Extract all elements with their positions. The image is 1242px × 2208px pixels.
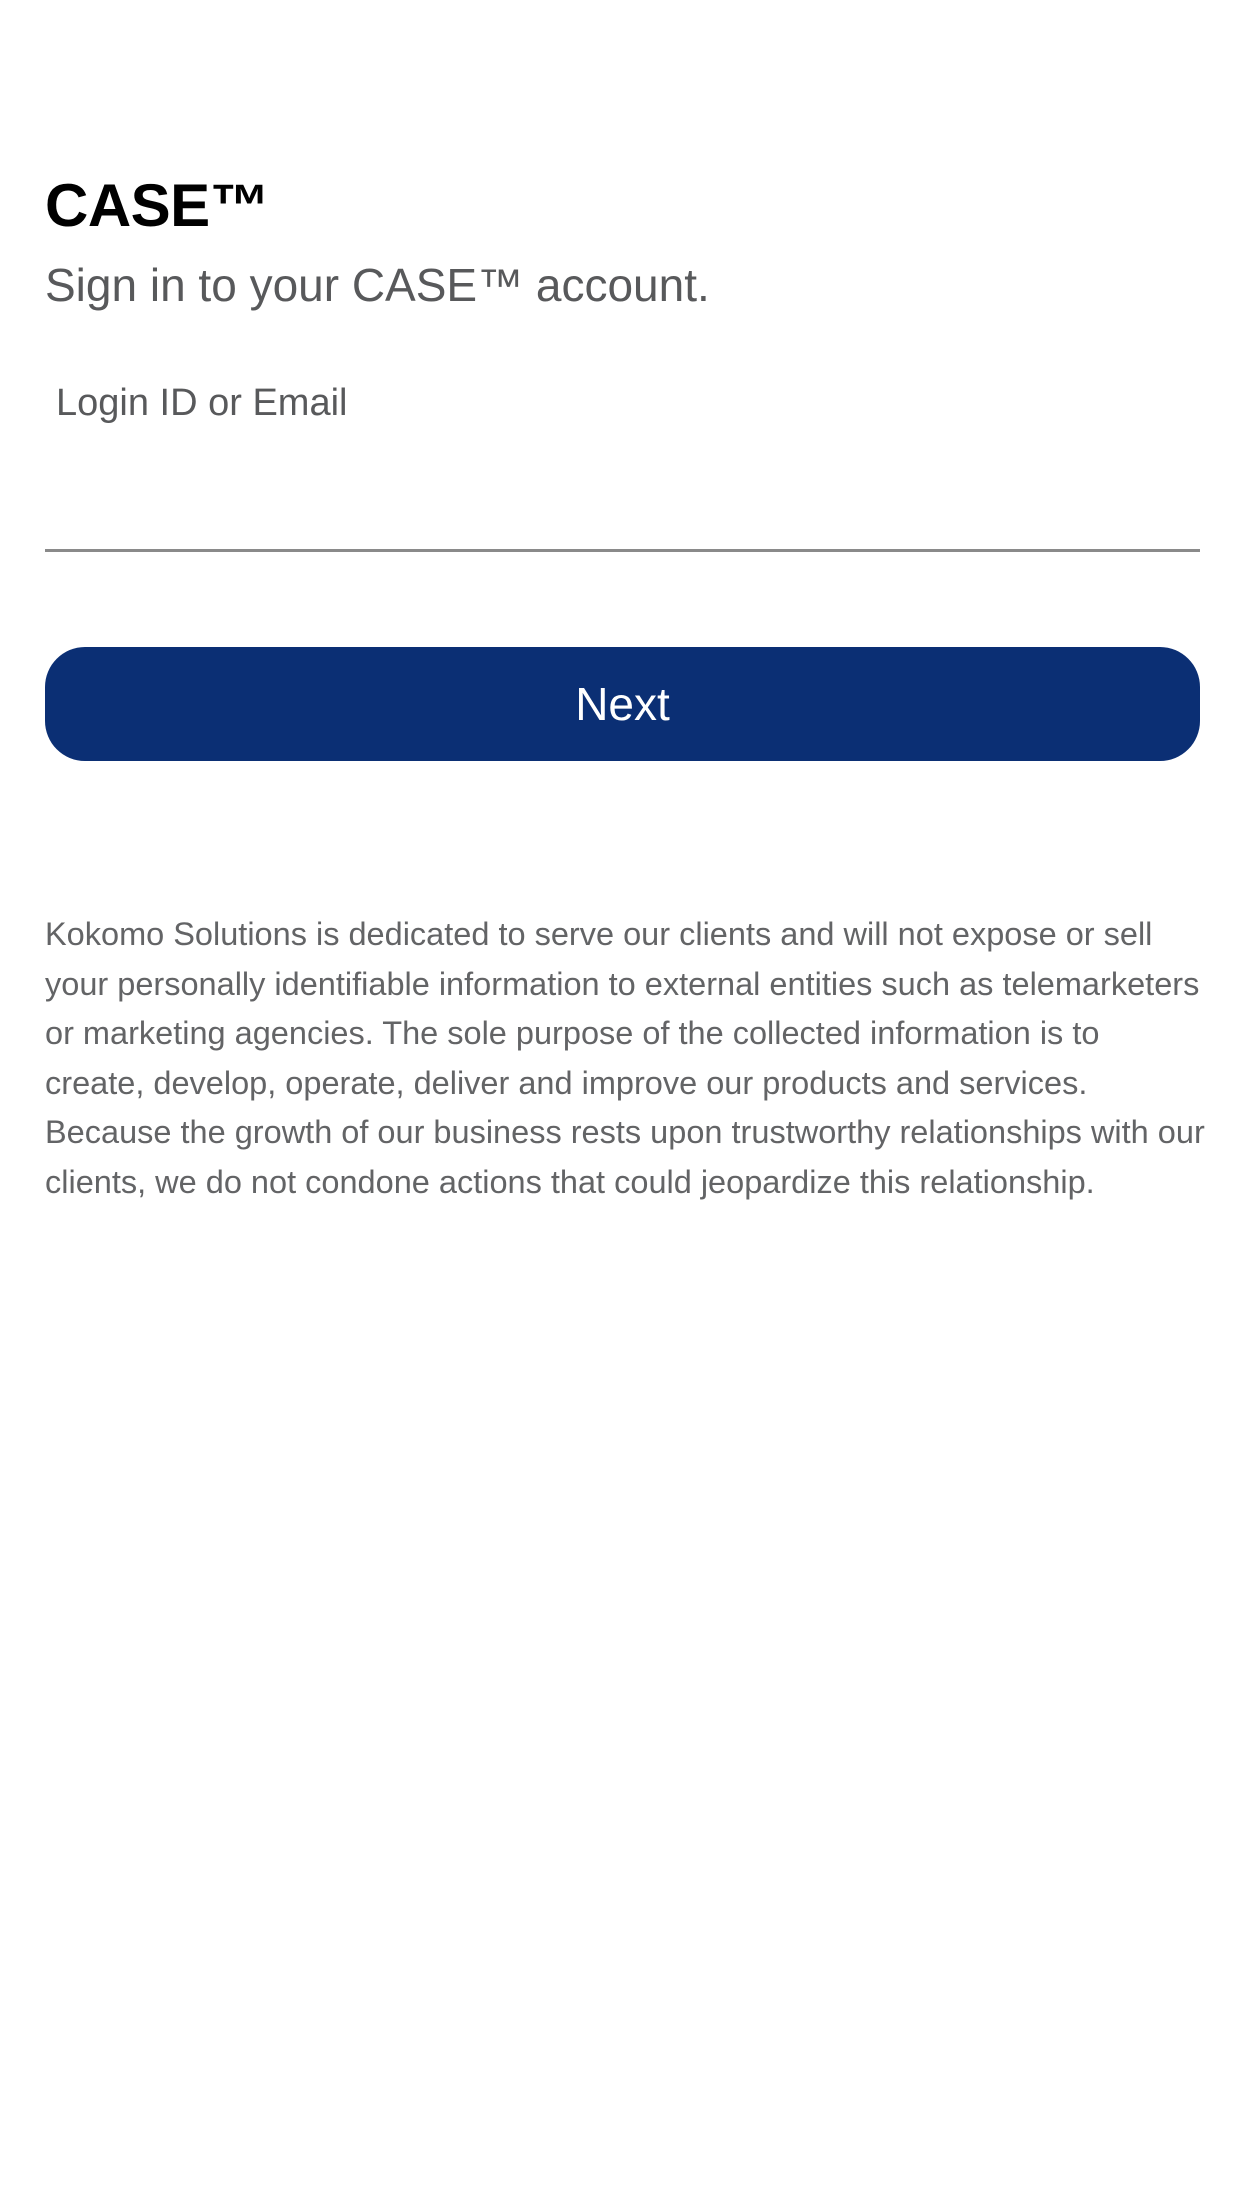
app-title: CASE™ xyxy=(45,172,270,239)
next-button[interactable]: Next xyxy=(45,647,1200,761)
privacy-disclaimer: Kokomo Solutions is dedicated to serve our clients and will not expose or sell your personally identifiable information to external entities such as telemarketers or marketing agencies. The sole purpose of the collected information is to create, develop, operate, deliver and improve our products and services. Because the growth of our business rests upon trustworthy relationships with our clients, we do not condone actions that could jeopardize this relationship. xyxy=(45,916,1205,1200)
login-id-input[interactable] xyxy=(45,460,1200,552)
login-id-label: Login ID or Email xyxy=(56,382,348,424)
sign-in-subtitle: Sign in to your CASE™ account. xyxy=(45,259,710,311)
